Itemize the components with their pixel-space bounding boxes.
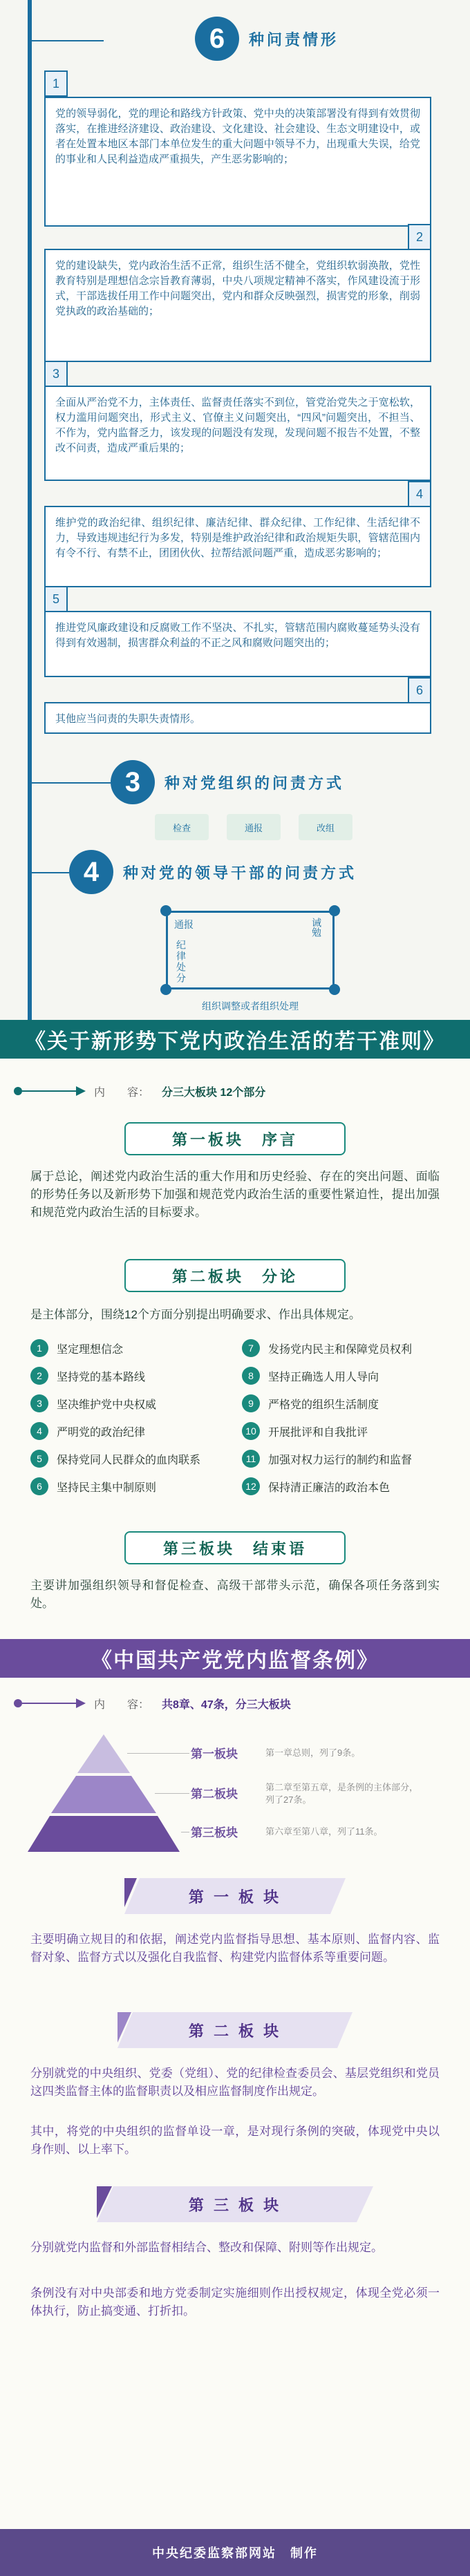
principle-label: 发扬党内民主和保障党员权利 xyxy=(268,1343,413,1356)
principle-item xyxy=(242,1477,390,1495)
leader-method-admonish: 诫勉 xyxy=(311,918,322,937)
rules-content-row xyxy=(94,1082,265,1100)
rules-block-1-text: 属于总论，阐述党内政治生活的重大作用和历史经验、存在的突出问题、面临的形势任务以及新形势下加强和规范党内政治生活的重要性紧迫性，提出加强和规范党内政治生活的目标要求。 xyxy=(30,1170,440,1219)
principle-label: 加强对权力运行的制约和监督 xyxy=(268,1454,413,1466)
method-notify: 通报 xyxy=(227,814,281,840)
principle-number: 5 xyxy=(30,1450,48,1468)
case-text-2: 党的建设缺失，党内政治生活不正常，组织生活不健全，党组织软弱涣散，党性教育特别是理想信念宗旨教育薄弱，中央八项规定精神不落实，作风建设流于形式，干部选拔任用工作中问题突出，党内和群众反映强烈，损害党的形象，削弱党执政的政治基础的； xyxy=(55,260,420,317)
case-box-6 xyxy=(44,683,431,734)
principle-item xyxy=(242,1394,379,1412)
frame-dot-bl xyxy=(160,984,171,995)
principle-number: 9 xyxy=(242,1394,260,1412)
pyramid-note-3: 第六章至第八章，列了11条。 xyxy=(265,1826,383,1837)
principle-item xyxy=(30,1394,156,1412)
principle-item xyxy=(242,1339,412,1357)
regulation-content-label: 内 容： xyxy=(94,1698,150,1711)
section-4-number: 4 xyxy=(69,850,113,894)
principle-item xyxy=(30,1477,156,1495)
header-connector xyxy=(28,40,104,41)
principle-number: 10 xyxy=(242,1422,260,1440)
pyramid-name-2: 第二板块 xyxy=(191,1788,238,1801)
frame-dot-tr xyxy=(329,905,340,916)
principle-item xyxy=(30,1339,123,1357)
rules-banner: 《关于新形势下党内政治生活的若干准则》 xyxy=(0,1020,470,1059)
case-text-5: 推进党风廉政建设和反腐败工作不坚决、不扎实，管辖范围内腐败蔓延势头没有得到有效遏制，损害群众利益的不正之风和腐败问题突出的； xyxy=(55,622,420,649)
case-box-1 xyxy=(44,76,431,227)
section-4-title: 种对党的领导干部的问责方式 xyxy=(123,864,357,882)
principle-label: 坚持党的基本路线 xyxy=(57,1371,146,1383)
principle-label: 严格党的组织生活制度 xyxy=(268,1399,379,1411)
regulation-content-row xyxy=(94,1694,291,1712)
pyramid-tier-1 xyxy=(77,1734,130,1773)
case-text-6: 其他应当问责的失职失责情形。 xyxy=(55,713,201,725)
case-number-6: 6 xyxy=(408,677,431,703)
principle-item xyxy=(242,1450,412,1468)
case-box-3 xyxy=(44,366,431,481)
header-connector-3 xyxy=(28,782,111,784)
pyramid-label-3 xyxy=(191,1823,238,1840)
section-3-number: 3 xyxy=(111,760,155,804)
principle-number: 11 xyxy=(242,1450,260,1468)
principle-item xyxy=(242,1367,379,1385)
pyramid-connector-2 xyxy=(155,1793,189,1794)
principle-number: 6 xyxy=(30,1477,48,1495)
rules-block-3-title: 第三板块 结束语 xyxy=(124,1531,346,1564)
reg-block-2-text-2: 其中，将党的中央组织的监督单设一章，是对现行条例的突破，体现党中央以身作则、以上率下。 xyxy=(30,2125,440,2156)
principle-item xyxy=(30,1367,145,1385)
pyramid-name-3: 第三板块 xyxy=(191,1826,238,1839)
principle-label: 坚持民主集中制原则 xyxy=(57,1481,157,1494)
section-4-header xyxy=(69,850,357,894)
principle-label: 严明党的政治纪律 xyxy=(57,1426,146,1439)
accountability-section xyxy=(0,0,470,1023)
section-3-header xyxy=(111,760,344,804)
header-connector-4 xyxy=(28,872,69,873)
reg-block-2-text-1: 分别就党的中央组织、党委（党组）、党的纪律检查委员会、基层党组织和党员这四类监督主体的监督职责以及相应监督制度作出规定。 xyxy=(30,2067,440,2098)
principle-label: 保持清正廉洁的政治本色 xyxy=(268,1481,391,1494)
timeline-rail xyxy=(28,0,32,1023)
method-reorganize: 改组 xyxy=(299,814,352,840)
principle-number: 7 xyxy=(242,1339,260,1357)
reg-block-2-title: 第 二 板 块 xyxy=(188,2022,282,2040)
case-number-5: 5 xyxy=(44,586,68,612)
principle-label: 坚持正确选人用人导向 xyxy=(268,1371,379,1383)
case-text-3: 全面从严治党不力，主体责任、监督责任落实不到位，管党治党失之于宽松软，权力滥用问题突出，形式主义、官僚主义问题突出，“四风”问题突出，不担当、不作为，党内监督乏力，该发现的问题没有发现，发现问题不报告不处置，不整改不问责，造成严重后果的； xyxy=(55,397,420,454)
rules-content-value: 分三大板块 12个部分 xyxy=(162,1086,266,1099)
method-inspect: 检查 xyxy=(155,814,209,840)
leader-method-discipline: 纪律处分 xyxy=(176,940,187,984)
principle-number: 1 xyxy=(30,1339,48,1357)
pyramid-note-1: 第一章总则，列了9条。 xyxy=(265,1748,361,1758)
principle-label: 开展批评和自我批评 xyxy=(268,1426,368,1439)
case-text-1: 党的领导弱化，党的理论和路线方针政策、党中央的决策部署没有得到有效贯彻落实，在推进经济建设、政治建设、文化建设、社会建设、生态文明建设中，或者在处置本地区本部门本单位发生的重大问题中领导不力，出现重大失误，给党的事业和人民利益造成严重损失，产生恶劣影响的； xyxy=(55,108,420,165)
principle-item xyxy=(30,1422,145,1440)
case-box-4 xyxy=(44,486,431,587)
reg-block-3-text-1: 分别就党内监督和外部监督相结合、整改和保障、附则等作出规定。 xyxy=(30,2241,383,2254)
pyramid-connector-1 xyxy=(127,1753,189,1754)
footer-credit: 中央纪委监察部网站 制作 xyxy=(0,2529,470,2576)
frame-dot-br xyxy=(329,984,340,995)
reg-block-3-text-2: 条例没有对中央部委和地方党委制定实施细则作出授权规定，体现全党必须一体执行，防止搞变通、打折扣。 xyxy=(30,2286,440,2318)
rules-block-2-title: 第二板块 分论 xyxy=(124,1259,346,1292)
regulation-banner: 《中国共产党党内监督条例》 xyxy=(0,1639,470,1678)
frame-dot-tl xyxy=(160,905,171,916)
leader-method-notify: 通报 xyxy=(174,919,194,930)
regulation-content-value: 共8章、47条，分三大板块 xyxy=(162,1698,291,1711)
rules-content-label: 内 容： xyxy=(94,1086,150,1099)
section-6-header xyxy=(195,17,339,61)
rules-block-1-title: 第一板块 序言 xyxy=(124,1122,346,1155)
pyramid-tier-3 xyxy=(28,1816,180,1852)
principle-number: 8 xyxy=(242,1367,260,1385)
principle-item xyxy=(242,1422,368,1440)
reg-block-3-title: 第 三 板 块 xyxy=(188,2196,282,2214)
section-6-title: 种问责情形 xyxy=(249,30,339,48)
pyramid-label-2 xyxy=(191,1784,238,1801)
principle-label: 坚定理想信念 xyxy=(57,1343,124,1356)
section-6-number: 6 xyxy=(195,17,239,61)
case-number-1: 1 xyxy=(44,70,68,97)
pyramid-name-1: 第一板块 xyxy=(191,1748,238,1761)
rules-block-3-text: 主要讲加强组织领导和督促检查、高级干部带头示范，确保各项任务落到实处。 xyxy=(30,1579,440,1610)
principle-number: 12 xyxy=(242,1477,260,1495)
case-box-5 xyxy=(44,591,431,677)
principle-number: 2 xyxy=(30,1367,48,1385)
case-box-2 xyxy=(44,229,431,362)
rules-block-2-text: 是主体部分，围绕12个方面分别提出明确要求、作出具体规定。 xyxy=(30,1308,361,1321)
case-number-4: 4 xyxy=(408,481,431,507)
rules-arrow-icon xyxy=(12,1082,88,1100)
principle-label: 坚决维护党中央权威 xyxy=(57,1399,157,1411)
reg-block-1-text: 主要明确立规目的和依据，阐述党内监督指导思想、基本原则、监督内容、监督对象、监督方式以及强化自我监督、构建党内监督体系等重要问题。 xyxy=(30,1933,440,1964)
principle-label: 保持党同人民群众的血肉联系 xyxy=(57,1454,201,1466)
principle-item xyxy=(30,1450,200,1468)
pyramid-label-1 xyxy=(191,1744,238,1761)
reg-block-1-title: 第 一 板 块 xyxy=(188,1888,282,1906)
principle-number: 3 xyxy=(30,1394,48,1412)
case-number-3: 3 xyxy=(44,361,68,387)
leader-method-org: 组织调整或者组织处理 xyxy=(202,1001,299,1012)
case-text-4: 维护党的政治纪律、组织纪律、廉洁纪律、群众纪律、工作纪律、生活纪律不力，导致违规违纪行为多发，特别是维护政治纪律和政治规矩失职，管辖范围内有令不行、有禁不止，团团伙伙、拉帮结派问题严重，造成恶劣影响的； xyxy=(55,517,420,559)
regulation-arrow-icon xyxy=(12,1694,88,1712)
pyramid-tier-2 xyxy=(51,1776,156,1813)
case-number-2: 2 xyxy=(408,224,431,250)
pyramid-note-2: 第二章至第五章，是条例的主体部分，列了27条。 xyxy=(265,1782,419,1805)
section-3-title: 种对党组织的问责方式 xyxy=(164,774,345,792)
principle-number: 4 xyxy=(30,1422,48,1440)
